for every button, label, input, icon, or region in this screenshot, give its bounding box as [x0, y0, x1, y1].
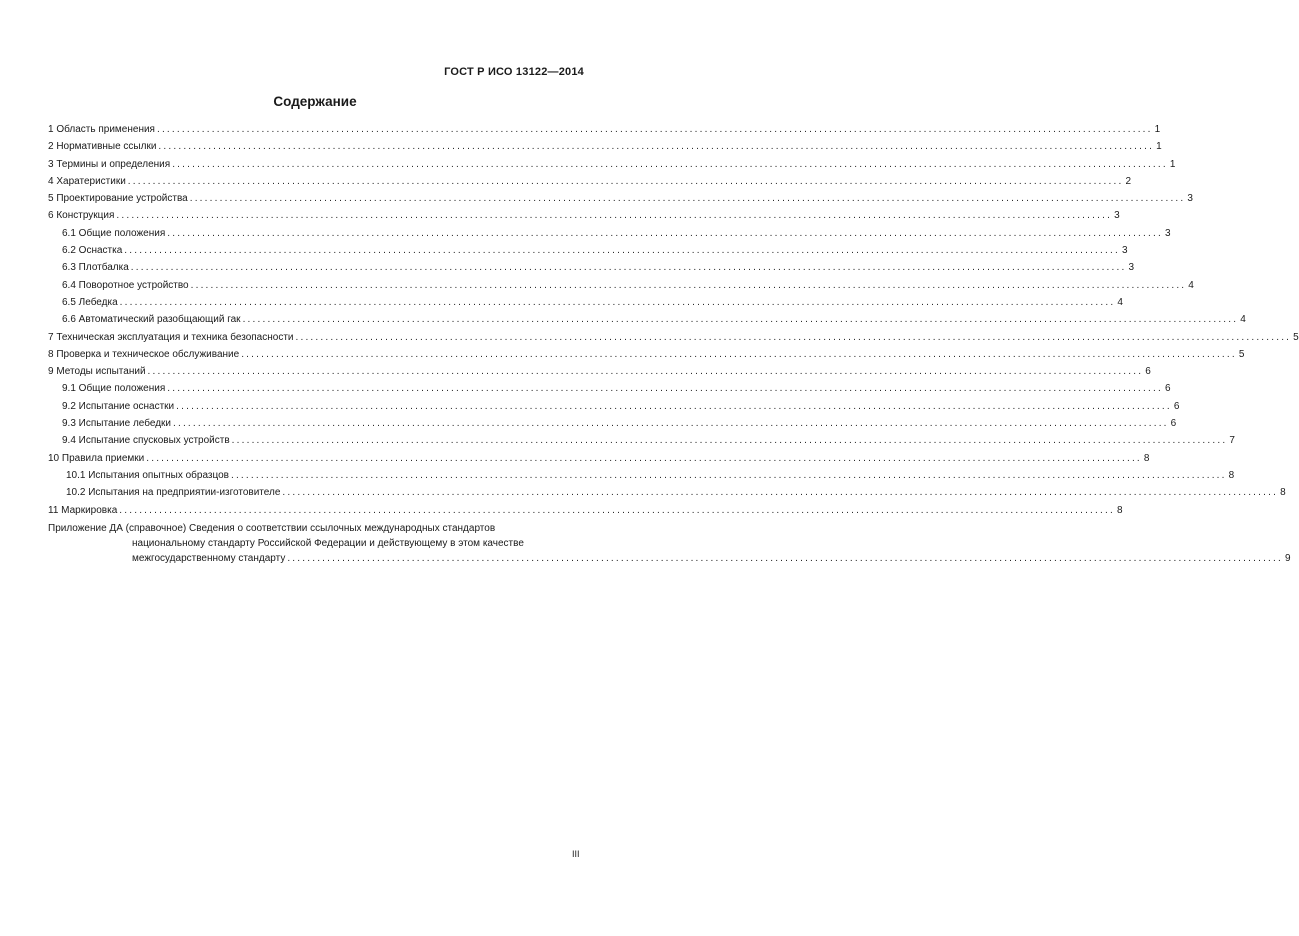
toc-entry-label: 11 Маркировка: [48, 504, 118, 516]
toc-entry-page: 2: [1125, 175, 1132, 187]
toc-entry-page: 5: [1238, 348, 1245, 360]
appendix-line-1: Приложение ДА (справочное) Сведения о соответствии ссылочных международных стандартов: [48, 522, 496, 534]
toc-entry[interactable]: 3 Термины и определения ........................................................................................................................................................................................................ 1: [48, 158, 1176, 170]
toc-entry-label: 10.2 Испытания на предприятии-изготовителе: [66, 487, 281, 499]
toc-entry-label: 2 Нормативные ссылки: [48, 141, 157, 153]
toc-subentry[interactable]: 6.2 Оснастка ........................................................................................................................................................................................................ 3: [62, 245, 1128, 257]
toc-subentry[interactable]: 6.4 Поворотное устройство ........................................................................................................................................................................................................ 4: [62, 279, 1194, 291]
toc-entry-label: 6.6 Автоматический разобщающий гак: [62, 314, 241, 326]
toc-subentry[interactable]: 9.4 Испытание спусковых устройств ........................................................................................................................................................................................................ 7: [62, 435, 1235, 447]
toc-appendix-entry[interactable]: Приложение ДА (справочное) Сведения о соответствии ссылочных международных стандартов национальному стандарту Российской Федерации и действующему в этом качестве межгосударственному стандарту ........................................................................................................................................................................................................ 9: [48, 522, 1291, 564]
toc-entry-label: 3 Термины и определения: [48, 158, 171, 170]
toc-entry-page: 8: [1228, 469, 1235, 481]
toc-entry-page: 1: [1169, 158, 1176, 170]
toc-entry-page: 3: [1164, 227, 1171, 239]
toc-entry-page: 3: [1128, 262, 1135, 274]
toc-entry-page: 3: [1187, 193, 1193, 205]
toc-entry-label: 6.3 Плотбалка: [62, 262, 129, 274]
toc-subentry[interactable]: 6.1 Общие положения ........................................................................................................................................................................................................ 3: [62, 227, 1171, 239]
toc-entry-label: 7 Техническая эксплуатация и техника безопасности: [48, 331, 294, 343]
toc-entry-label: 6.4 Поворотное устройство: [62, 279, 189, 291]
toc-entry-label: 9.4 Испытание спусковых устройств: [62, 435, 230, 447]
toc-entry-label: 6.2 Оснастка: [62, 245, 123, 257]
toc-subentry[interactable]: 9.1 Общие положения ........................................................................................................................................................................................................ 6: [62, 383, 1171, 395]
toc-entry-page: 1: [1154, 124, 1161, 135]
toc-title: Содержание: [273, 94, 357, 109]
document-code: ГОСТ Р ИСО 13122—2014: [444, 66, 584, 78]
appendix-line-3: межгосударственному стандарту: [132, 552, 286, 564]
toc-entry-label: 9.2 Испытание оснастки: [62, 400, 175, 412]
toc-entry[interactable]: 9 Методы испытаний ........................................................................................................................................................................................................ 6: [48, 366, 1151, 378]
toc-entry-page: 8: [1143, 452, 1150, 464]
toc-subentry[interactable]: 6.6 Автоматический разобщающий гак ........................................................................................................................................................................................................ 4: [62, 314, 1246, 326]
toc-entry-page: 1: [1156, 141, 1162, 153]
toc-subentry[interactable]: 10.2 Испытания на предприятии-изготовителе ........................................................................................................................................................................................................ 8: [66, 487, 1286, 499]
toc-entry-page: 5: [1293, 331, 1299, 343]
toc-entry[interactable]: 4 Харатеристики ........................................................................................................................................................................................................ 2: [48, 175, 1132, 187]
toc-entry-label: 8 Проверка и техническое обслуживание: [48, 348, 240, 360]
page-number: III: [572, 849, 580, 859]
toc-entry-label: 9.1 Общие положения: [62, 383, 166, 395]
toc-entry-label: 1 Область применения: [48, 124, 155, 135]
toc-subentry[interactable]: 9.2 Испытание оснастки ........................................................................................................................................................................................................ 6: [62, 400, 1180, 412]
toc-entry-label: 9 Методы испытаний: [48, 366, 146, 378]
toc-entry-label: 10.1 Испытания опытных образцов: [66, 469, 229, 481]
toc-subentry[interactable]: 10.1 Испытания опытных образцов ........................................................................................................................................................................................................ 8: [66, 469, 1235, 481]
toc-entry[interactable]: 6 Конструкция ........................................................................................................................................................................................................ 3: [48, 210, 1120, 222]
toc-entry-label: 4 Харатеристики: [48, 175, 126, 187]
toc-entry-label: 5 Проектирование устройства: [48, 193, 188, 205]
toc-subentry[interactable]: 9.3 Испытание лебедки ........................................................................................................................................................................................................ 6: [62, 418, 1177, 430]
toc-entry-page: 6: [1173, 400, 1180, 412]
toc-entry[interactable]: 10 Правила приемки ........................................................................................................................................................................................................ 8: [48, 452, 1150, 464]
toc-entry[interactable]: 2 Нормативные ссылки ........................................................................................................................................................................................................ 1: [48, 141, 1162, 153]
toc-entry-page: 9: [1285, 552, 1291, 564]
toc-entry[interactable]: 5 Проектирование устройства ........................................................................................................................................................................................................ 3: [48, 193, 1193, 205]
toc-entry-page: 4: [1240, 314, 1246, 326]
toc-entry-page: 6: [1164, 383, 1171, 395]
toc-entry-page: 6: [1170, 418, 1177, 430]
appendix-line-2: национальному стандарту Российской Федерации и действующему в этом качестве: [132, 537, 524, 549]
toc-entry[interactable]: 8 Проверка и техническое обслуживание ........................................................................................................................................................................................................ 5: [48, 348, 1245, 360]
toc-entry-label: 6.1 Общие положения: [62, 227, 166, 239]
toc-entry-label: 6.5 Лебедка: [62, 296, 118, 308]
toc-subentry[interactable]: 6.5 Лебедка ........................................................................................................................................................................................................ 4: [62, 296, 1123, 308]
toc-entry-page: 7: [1229, 435, 1235, 447]
toc-entry-page: 8: [1116, 504, 1123, 516]
toc-entry-label: 10 Правила приемки: [48, 452, 145, 464]
toc-entry[interactable]: 11 Маркировка ........................................................................................................................................................................................................ 8: [48, 504, 1123, 516]
toc-entry[interactable]: 1 Область применения ........................................................................................................................................................................................................ 1: [48, 124, 1161, 135]
table-of-contents: [48, 124, 1299, 568]
toc-entry-label: 6 Конструкция: [48, 210, 115, 222]
toc-entry[interactable]: 7 Техническая эксплуатация и техника безопасности ........................................................................................................................................................................................................ 5: [48, 331, 1299, 343]
toc-entry-page: 4: [1117, 296, 1123, 308]
toc-entry-label: 9.3 Испытание лебедки: [62, 418, 171, 430]
toc-entry-page: 4: [1188, 279, 1194, 291]
toc-entry-page: 3: [1114, 210, 1120, 222]
toc-entry-page: 6: [1145, 366, 1151, 378]
toc-entry-page: 8: [1280, 487, 1286, 499]
toc-subentry[interactable]: 6.3 Плотбалка ........................................................................................................................................................................................................ 3: [62, 262, 1135, 274]
toc-entry-page: 3: [1121, 245, 1128, 257]
